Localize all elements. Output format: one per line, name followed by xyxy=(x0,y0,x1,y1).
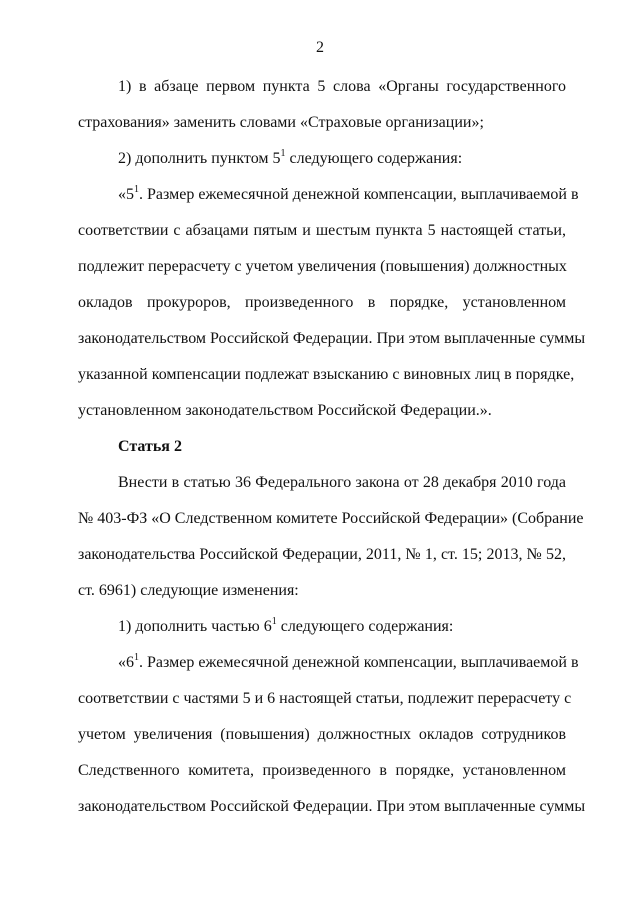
text-line: соответствии с частями 5 и 6 настоящей статьи, подлежит перерасчету с xyxy=(78,690,572,707)
text-fragment: следующего содержания: xyxy=(276,618,454,635)
article-heading: Статья 2 xyxy=(118,438,182,455)
superscript: 1 xyxy=(134,184,139,195)
text-fragment: следующего содержания: xyxy=(285,150,463,167)
text-line: законодательством Российской Федерации. При этом выплаченные суммы xyxy=(78,330,586,347)
text-line xyxy=(78,617,566,637)
text-line: окладов прокуроров, произведенного в порядке, установленном xyxy=(78,294,566,311)
page-number: 2 xyxy=(316,39,324,56)
text-line: законодательством Российской Федерации. При этом выплаченные суммы xyxy=(78,798,586,815)
text-line: ст. 6961) следующие изменения: xyxy=(78,582,299,599)
text-line: установленном законодательством Российской Федерации.». xyxy=(78,402,492,419)
text-line xyxy=(78,652,579,673)
text-line: Следственного комитета, произведенного в порядке, установленном xyxy=(78,762,566,779)
text-fragment: 1) дополнить частью 6 xyxy=(118,618,272,635)
superscript: 1 xyxy=(271,616,277,627)
superscript: 1 xyxy=(280,148,286,159)
text-line: учетом увеличения (повышения) должностных окладов сотрудников xyxy=(78,726,566,743)
text-line: № 403-ФЗ «О Следственном комитете Российской Федерации» (Собрание xyxy=(78,510,584,527)
text-line: Внести в статью 36 Федерального закона от 28 декабря 2010 года xyxy=(118,474,566,491)
text-line: страхования» заменить словами «Страховые организации»; xyxy=(78,114,484,131)
text-line: законодательства Российской Федерации, 2011, № 1, ст. 15; 2013, № 52, xyxy=(78,546,566,563)
text-line: указанной компенсации подлежат взысканию с виновных лиц в порядке, xyxy=(78,366,575,383)
text-line: соответствии с абзацами пятым и шестым пункта 5 настоящей статьи, xyxy=(78,222,566,239)
text-fragment: . Размер ежемесячной денежной компенсации, выплачиваемой в xyxy=(139,186,579,203)
text-fragment: «5 xyxy=(118,186,134,203)
text-fragment: . Размер ежемесячной денежной компенсации, выплачиваемой в xyxy=(139,654,579,671)
text-line xyxy=(78,149,566,169)
text-fragment: 2) дополнить пунктом 5 xyxy=(118,150,281,167)
text-line xyxy=(78,184,579,205)
text-line: 1) в абзаце первом пункта 5 слова «Органы государственного xyxy=(118,78,566,95)
document-body xyxy=(78,77,586,817)
superscript: 1 xyxy=(134,652,139,663)
text-line: подлежит перерасчету с учетом увеличения (повышения) должностных xyxy=(78,258,567,275)
text-fragment: «6 xyxy=(118,654,134,671)
